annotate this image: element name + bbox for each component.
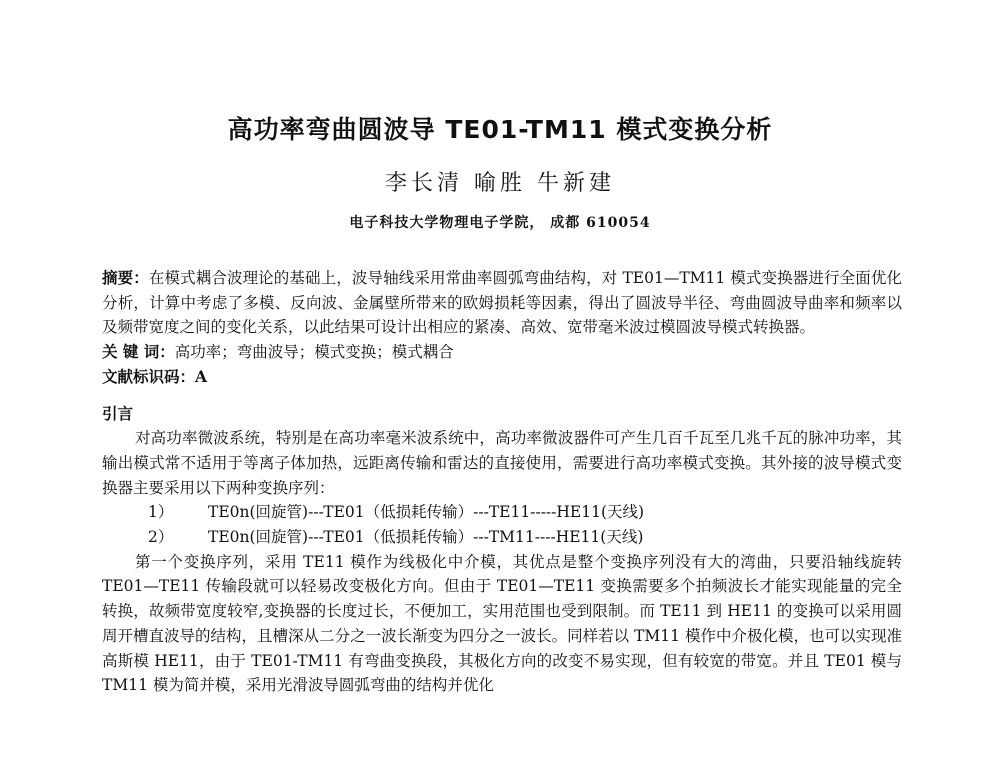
list-item-text: TE0n(回旋管)---TE01（低损耗传输）---TE11-----HE11(天线) [208,503,645,522]
paper-body [102,266,902,698]
author-list: 李长清 喻胜 牛新建 [385,171,615,196]
keywords [102,340,902,365]
intro-paragraph-2: 第一个变换序列，采用 TE11 模作为线极化中介模，其优点是整个变换序列没有大的湾曲，只要沿轴线旋转 TE01—TE11 传输段就可以轻易改变极化方向。但由于 TE01—TE11 变换需要多个拍频波长才能实现能量的完全转换，故频带宽度较窄,变换器的长度过长，不便加工，实用范围也受到限制。而 TE11 到 HE11 的变换可以采用圆周开槽直波导的结构，且槽深从二分之一波长渐变为四分之一波长。同样若以 TM11 模作中介极化模，也可以实现准高斯模 HE11，由于 TE01-TM11 有弯曲变换段，其极化方向的改变不易实现，但有较宽的带宽。并且 TE01 模与 TM11 模为简并模，采用光滑波导圆弧弯曲的结构并优化 [102,552,902,695]
list-item-number: 2） [148,528,174,547]
doc-code-value: A [195,366,208,386]
list-item [102,500,902,525]
section-heading-intro: 引言 [102,403,134,423]
abstract-label: 摘要： [102,268,149,287]
keywords-text: 高功率；弯曲波导；模式变换；模式耦合 [174,343,454,362]
paper-title: 高功率弯曲圆波导 TE01-TM11 模式变换分析 [227,115,773,144]
abstract-text: 在模式耦合波理论的基础上，波导轴线采用常曲率圆弧弯曲结构，对 TE01—TM11 模式变换器进行全面优化分析，计算中考虑了多模、反向波、金属壁所带来的欧姆损耗等因素，得出了圆波导半径、弯曲圆波导曲率和频率以及频带宽度之间的变化关系，以此结果可设计出相应的紧凑、高效、宽带毫米波过模圆波导模式转换器。 [102,269,902,337]
affiliation: 电子科技大学物理电子学院， 成都 610054 [349,215,651,231]
abstract [102,266,902,340]
keywords-label: 关 键 词： [102,342,175,362]
list-item [102,525,902,550]
list-item-text: TE0n(回旋管)---TE01（低损耗传输）---TM11----HE11(天线) [208,528,644,547]
doc-code [102,365,902,390]
intro-paragraph-1: 对高功率微波系统，特别是在高功率毫米波系统中，高功率微波器件可产生几百千瓦至几兆千瓦的脉冲功率，其输出模式常不适用于等离子体加热，远距离传输和雷达的直接使用，需要进行高功率模式变换。其外接的波导模式变换器主要采用以下两种变换序列： [102,429,902,497]
doc-code-label: 文献标识码： [102,366,196,386]
list-item-number: 1） [148,503,174,522]
